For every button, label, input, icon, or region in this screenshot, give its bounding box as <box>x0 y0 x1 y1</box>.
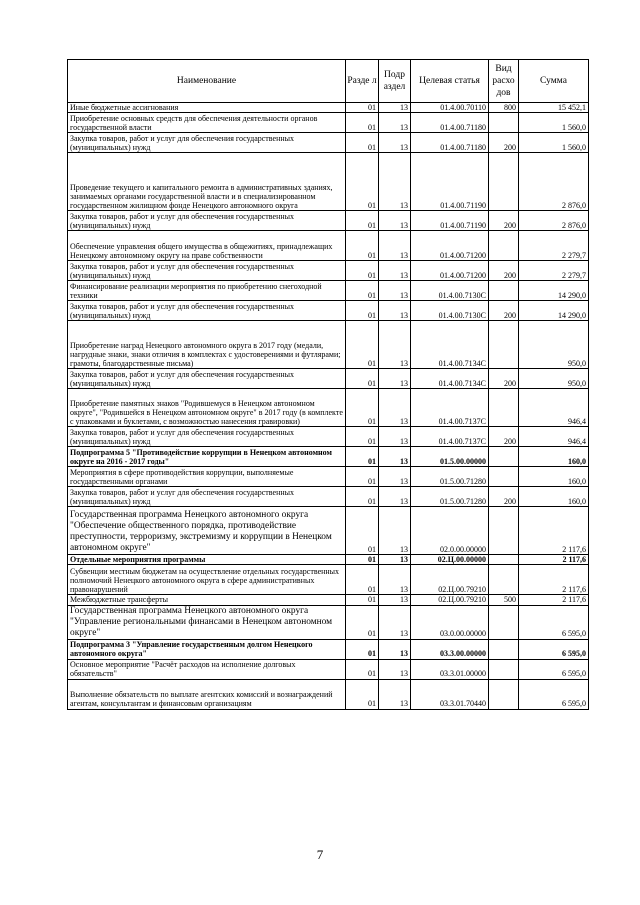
row-podrazdel: 13 <box>379 133 411 153</box>
table-row <box>68 261 589 281</box>
row-vid-raskhodov <box>489 153 519 211</box>
row-summa: 2 117,6 <box>519 555 589 565</box>
row-vid-raskhodov <box>489 467 519 487</box>
row-razdel: 01 <box>346 133 379 153</box>
row-summa: 160,0 <box>519 467 589 487</box>
row-razdel: 01 <box>346 321 379 369</box>
row-celevaya-statya: 01.4.00.71190 <box>411 153 489 211</box>
row-razdel: 01 <box>346 659 379 679</box>
row-vid-raskhodov: 800 <box>489 103 519 113</box>
row-vid-raskhodov: 500 <box>489 595 519 605</box>
row-celevaya-statya: 01.4.00.71200 <box>411 231 489 261</box>
row-podrazdel: 13 <box>379 113 411 133</box>
row-name: Приобретение основных средств для обеспечения деятельности органов государственной власти <box>68 113 346 133</box>
table-row <box>68 113 589 133</box>
table-row <box>68 659 589 679</box>
row-razdel: 01 <box>346 103 379 113</box>
row-celevaya-statya: 03.3.00.00000 <box>411 639 489 659</box>
row-vid-raskhodov: 200 <box>489 133 519 153</box>
row-name: Приобретение наград Ненецкого автономного округа в 2017 году (медали, нагрудные знаки, знаки отличия в комплектах с удостоверениями и футлярами; грамоты, благодарственные письма) <box>68 321 346 369</box>
row-razdel: 01 <box>346 507 379 555</box>
row-name: Приобретение памятных знаков "Родившемуся в Ненецком автономном округе", "Родившейся в Ненецком автономном округе" в 2017 году (в комплекте с упаковками и буклетами, с возможностью нанесения гравировки) <box>68 389 346 427</box>
table-row <box>68 639 589 659</box>
row-podrazdel: 13 <box>379 659 411 679</box>
row-summa: 160,0 <box>519 447 589 467</box>
row-summa: 6 595,0 <box>519 659 589 679</box>
row-vid-raskhodov <box>489 605 519 639</box>
row-podrazdel: 13 <box>379 231 411 261</box>
row-name: Мероприятия в сфере противодействия коррупции, выполняемые государственными органами <box>68 467 346 487</box>
table-row <box>68 595 589 605</box>
row-celevaya-statya: 01.4.00.7134С <box>411 369 489 389</box>
row-name: Субвенции местным бюджетам на осуществление отдельных государственных полномочий Ненецкого автономного округа в сфере административных правонарушений <box>68 565 346 595</box>
row-vid-raskhodov <box>489 679 519 709</box>
row-name: Закупка товаров, работ и услуг для обеспечения государственных (муниципальных) нужд <box>68 369 346 389</box>
row-vid-raskhodov: 200 <box>489 301 519 321</box>
row-summa: 946,4 <box>519 389 589 427</box>
row-razdel: 01 <box>346 301 379 321</box>
row-podrazdel: 13 <box>379 679 411 709</box>
row-summa: 14 290,0 <box>519 281 589 301</box>
budget-table <box>67 59 589 710</box>
table-row <box>68 389 589 427</box>
header-vid-raskhodov: Вид расхо дов <box>489 60 519 103</box>
row-celevaya-statya: 01.4.00.7137С <box>411 389 489 427</box>
row-razdel: 01 <box>346 679 379 709</box>
table-row <box>68 133 589 153</box>
row-celevaya-statya: 01.4.00.7130С <box>411 301 489 321</box>
row-summa: 950,0 <box>519 321 589 369</box>
table-row <box>68 103 589 113</box>
row-summa: 2 876,0 <box>519 211 589 231</box>
row-razdel: 01 <box>346 467 379 487</box>
row-podrazdel: 13 <box>379 639 411 659</box>
row-razdel: 01 <box>346 595 379 605</box>
row-podrazdel: 13 <box>379 447 411 467</box>
row-vid-raskhodov <box>489 507 519 555</box>
row-razdel: 01 <box>346 369 379 389</box>
table-row <box>68 555 589 565</box>
row-summa: 946,4 <box>519 427 589 447</box>
row-vid-raskhodov: 200 <box>489 487 519 507</box>
row-name: Закупка товаров, работ и услуг для обеспечения государственных (муниципальных) нужд <box>68 427 346 447</box>
row-celevaya-statya: 02.Ц.00.79210 <box>411 565 489 595</box>
row-razdel: 01 <box>346 447 379 467</box>
row-vid-raskhodov <box>489 281 519 301</box>
row-razdel: 01 <box>346 211 379 231</box>
table-row <box>68 369 589 389</box>
row-vid-raskhodov <box>489 231 519 261</box>
row-razdel: 01 <box>346 261 379 281</box>
row-vid-raskhodov <box>489 555 519 565</box>
row-podrazdel: 13 <box>379 467 411 487</box>
row-razdel: 01 <box>346 389 379 427</box>
row-name: Иные бюджетные ассигнования <box>68 103 346 113</box>
row-vid-raskhodov: 200 <box>489 427 519 447</box>
row-podrazdel: 13 <box>379 261 411 281</box>
row-vid-raskhodov <box>489 659 519 679</box>
row-summa: 2 279,7 <box>519 231 589 261</box>
row-podrazdel: 13 <box>379 605 411 639</box>
row-name: Закупка товаров, работ и услуг для обеспечения государственных (муниципальных) нужд <box>68 487 346 507</box>
row-razdel: 01 <box>346 231 379 261</box>
row-razdel: 01 <box>346 281 379 301</box>
row-name: Закупка товаров, работ и услуг для обеспечения государственных (муниципальных) нужд <box>68 301 346 321</box>
table-row <box>68 301 589 321</box>
header-razdel: Разде л <box>346 60 379 103</box>
row-podrazdel: 13 <box>379 369 411 389</box>
row-celevaya-statya: 01.4.00.7130С <box>411 281 489 301</box>
row-podrazdel: 13 <box>379 281 411 301</box>
row-celevaya-statya: 01.4.00.7137С <box>411 427 489 447</box>
row-podrazdel: 13 <box>379 565 411 595</box>
row-name: Основное мероприятие "Расчёт расходов на исполнение долговых обязательств" <box>68 659 346 679</box>
table-row <box>68 487 589 507</box>
row-summa: 6 595,0 <box>519 639 589 659</box>
row-vid-raskhodov: 200 <box>489 369 519 389</box>
row-celevaya-statya: 03.3.01.00000 <box>411 659 489 679</box>
row-name: Государственная программа Ненецкого автономного округа "Обеспечение общественного порядка, противодействие преступности, терроризму, экстремизму и коррупции в Ненецком автономном округе" <box>68 507 346 555</box>
row-vid-raskhodov <box>489 447 519 467</box>
row-celevaya-statya: 01.4.00.7134С <box>411 321 489 369</box>
row-podrazdel: 13 <box>379 103 411 113</box>
row-summa: 2 876,0 <box>519 153 589 211</box>
row-name: Подпрограмма 5 "Противодействие коррупции в Ненецком автономном округе на 2016 - 2017 годы" <box>68 447 346 467</box>
table-header-row <box>68 60 589 103</box>
row-summa: 950,0 <box>519 369 589 389</box>
row-summa: 1 560,0 <box>519 113 589 133</box>
row-celevaya-statya: 01.4.00.70110 <box>411 103 489 113</box>
page-number: 7 <box>316 847 324 862</box>
row-name: Государственная программа Ненецкого автономного округа "Управление региональными финансами в Ненецком автономном округе" <box>68 605 346 639</box>
header-podrazdel: Подр аздел <box>379 60 411 103</box>
row-celevaya-statya: 02.Ц.00.00000 <box>411 555 489 565</box>
table-row <box>68 447 589 467</box>
row-summa: 14 290,0 <box>519 301 589 321</box>
table-row <box>68 467 589 487</box>
row-celevaya-statya: 03.3.01.70440 <box>411 679 489 709</box>
row-celevaya-statya: 03.0.00.00000 <box>411 605 489 639</box>
row-name: Выполнение обязательств по выплате агентских комиссий и вознаграждений агентам, консультантам и финансовым организациям <box>68 679 346 709</box>
row-vid-raskhodov <box>489 321 519 369</box>
row-celevaya-statya: 01.4.00.71180 <box>411 113 489 133</box>
row-summa: 2 117,6 <box>519 507 589 555</box>
row-podrazdel: 13 <box>379 595 411 605</box>
table-row <box>68 427 589 447</box>
row-vid-raskhodov: 200 <box>489 261 519 281</box>
row-summa: 2 117,6 <box>519 595 589 605</box>
row-celevaya-statya: 01.5.00.00000 <box>411 447 489 467</box>
row-name: Закупка товаров, работ и услуг для обеспечения государственных (муниципальных) нужд <box>68 211 346 231</box>
row-razdel: 01 <box>346 487 379 507</box>
row-summa: 2 279,7 <box>519 261 589 281</box>
row-name: Межбюджетные трансферты <box>68 595 346 605</box>
row-summa: 2 117,6 <box>519 565 589 595</box>
row-name: Финансирование реализации мероприятия по приобретению снегоходной техники <box>68 281 346 301</box>
row-name: Закупка товаров, работ и услуг для обеспечения государственных (муниципальных) нужд <box>68 133 346 153</box>
row-summa: 1 560,0 <box>519 133 589 153</box>
row-razdel: 01 <box>346 427 379 447</box>
table-row <box>68 211 589 231</box>
table-row <box>68 679 589 709</box>
header-name: Наименование <box>68 60 346 103</box>
row-celevaya-statya: 01.4.00.71180 <box>411 133 489 153</box>
row-razdel: 01 <box>346 565 379 595</box>
row-name: Отдельные мероприятия программы <box>68 555 346 565</box>
row-podrazdel: 13 <box>379 507 411 555</box>
row-vid-raskhodov <box>489 113 519 133</box>
row-razdel: 01 <box>346 605 379 639</box>
table-row <box>68 507 589 555</box>
row-podrazdel: 13 <box>379 487 411 507</box>
table-body <box>68 103 589 710</box>
row-celevaya-statya: 01.4.00.71190 <box>411 211 489 231</box>
row-podrazdel: 13 <box>379 427 411 447</box>
row-razdel: 01 <box>346 555 379 565</box>
row-razdel: 01 <box>346 639 379 659</box>
row-podrazdel: 13 <box>379 153 411 211</box>
table-row <box>68 153 589 211</box>
row-razdel: 01 <box>346 153 379 211</box>
row-vid-raskhodov: 200 <box>489 211 519 231</box>
table-row <box>68 321 589 369</box>
row-summa: 160,0 <box>519 487 589 507</box>
row-podrazdel: 13 <box>379 555 411 565</box>
row-vid-raskhodov <box>489 389 519 427</box>
row-podrazdel: 13 <box>379 211 411 231</box>
row-celevaya-statya: 01.5.00.71280 <box>411 467 489 487</box>
table-row <box>68 605 589 639</box>
row-name: Проведение текущего и капитального ремонта в административных зданиях, занимаемых органами государственной власти и в специализированном государственном жилищном фонде Ненецкого автономного округа <box>68 153 346 211</box>
row-podrazdel: 13 <box>379 389 411 427</box>
row-name: Подпрограмма 3 "Управление государственным долгом Ненецкого автономного округа" <box>68 639 346 659</box>
row-celevaya-statya: 01.5.00.71280 <box>411 487 489 507</box>
row-name: Закупка товаров, работ и услуг для обеспечения государственных (муниципальных) нужд <box>68 261 346 281</box>
row-celevaya-statya: 01.4.00.71200 <box>411 261 489 281</box>
row-razdel: 01 <box>346 113 379 133</box>
row-podrazdel: 13 <box>379 301 411 321</box>
row-celevaya-statya: 02.Ц.00.79210 <box>411 595 489 605</box>
row-name: Обеспечение управления общего имущества в общежитиях, принадлежащих Ненецкому автономному округу на праве собственности <box>68 231 346 261</box>
table-row <box>68 281 589 301</box>
header-summa: Сумма <box>519 60 589 103</box>
row-summa: 6 595,0 <box>519 679 589 709</box>
row-celevaya-statya: 02.0.00.00000 <box>411 507 489 555</box>
row-summa: 15 452,1 <box>519 103 589 113</box>
header-celevaya-statya: Целевая статья <box>411 60 489 103</box>
row-summa: 6 595,0 <box>519 605 589 639</box>
row-podrazdel: 13 <box>379 321 411 369</box>
row-vid-raskhodov <box>489 639 519 659</box>
table-row <box>68 565 589 595</box>
table-row <box>68 231 589 261</box>
row-vid-raskhodov <box>489 565 519 595</box>
